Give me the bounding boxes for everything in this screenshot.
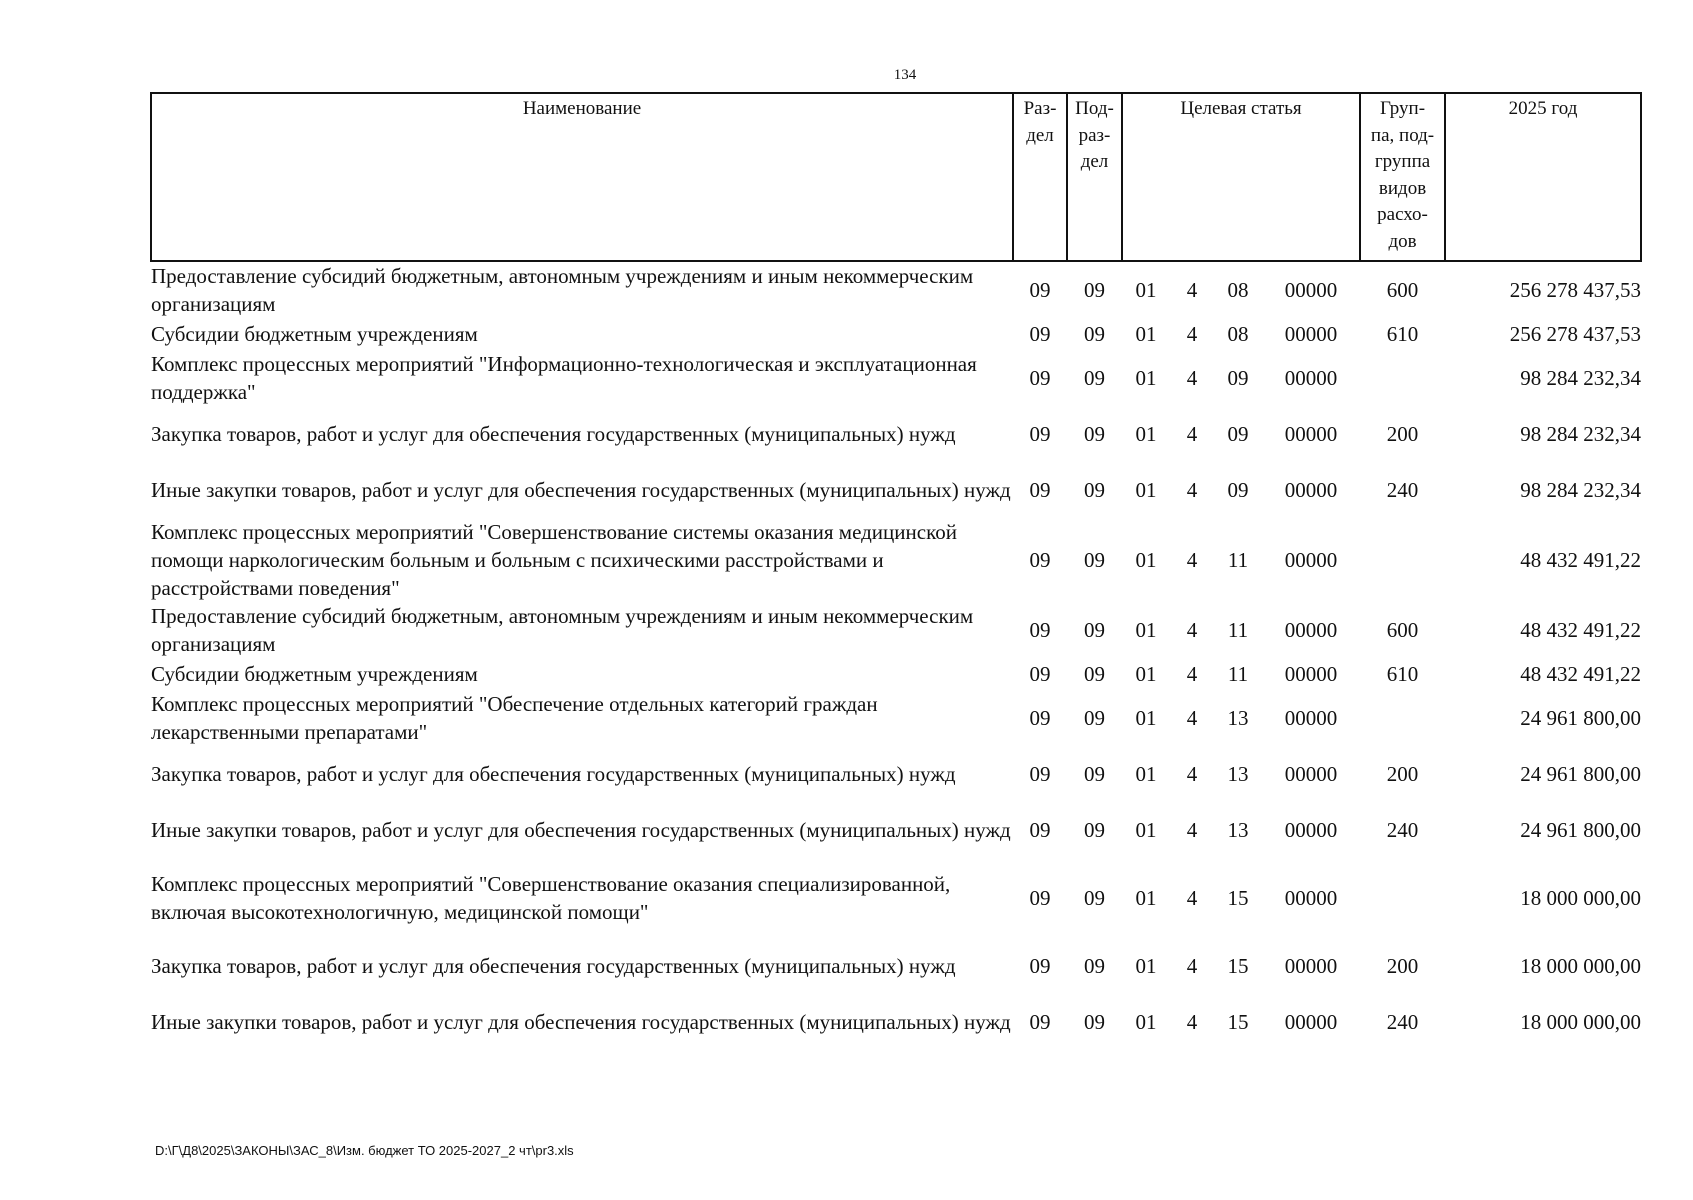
row-target-item: 15 <box>1227 886 1249 910</box>
row-amount: 24 961 800,00 <box>1520 762 1642 786</box>
row-razdel: 09 <box>1029 548 1051 572</box>
row-expense-group <box>1360 690 1445 746</box>
row-target-program: 01 <box>1135 954 1157 978</box>
row-target-program: 01 <box>1135 278 1157 302</box>
row-target-item: 13 <box>1227 818 1249 842</box>
row-expense-group <box>1360 518 1445 602</box>
row-target-direction: 00000 <box>1284 618 1338 642</box>
row-razdel: 09 <box>1029 886 1051 910</box>
row-target-type: 4 <box>1186 618 1198 642</box>
row-amount: 24 961 800,00 <box>1520 818 1642 842</box>
row-target-program: 01 <box>1135 1010 1157 1034</box>
row-target-direction: 00000 <box>1284 278 1338 302</box>
row-razdel: 09 <box>1029 322 1051 346</box>
row-razdel: 09 <box>1029 818 1051 842</box>
row-podrazdel: 09 <box>1084 1010 1105 1034</box>
row-target-type: 4 <box>1186 548 1198 572</box>
row-target-program: 01 <box>1135 478 1157 502</box>
table-row <box>151 938 1641 994</box>
header-razdel: Раз- дел <box>1013 93 1067 261</box>
row-razdel: 09 <box>1029 478 1051 502</box>
row-target-program: 01 <box>1135 886 1157 910</box>
row-target-type: 4 <box>1186 322 1198 346</box>
table-row <box>151 518 1641 602</box>
row-podrazdel: 09 <box>1084 478 1105 502</box>
row-target-type: 4 <box>1186 422 1198 446</box>
table-row <box>151 350 1641 406</box>
row-expense-group: 240 <box>1386 1010 1419 1034</box>
row-podrazdel: 09 <box>1084 366 1105 390</box>
row-podrazdel: 09 <box>1084 818 1105 842</box>
table-row <box>151 462 1641 518</box>
row-razdel: 09 <box>1029 706 1051 730</box>
row-target-type: 4 <box>1186 818 1198 842</box>
row-name: Иные закупки товаров, работ и услуг для обеспечения государственных (муниципальных) нужд <box>151 818 1011 842</box>
row-expense-group: 610 <box>1386 322 1419 346</box>
row-podrazdel: 09 <box>1084 886 1105 910</box>
row-razdel: 09 <box>1029 662 1051 686</box>
header-name: Наименование <box>151 93 1013 261</box>
row-amount: 18 000 000,00 <box>1520 886 1642 910</box>
row-podrazdel: 09 <box>1084 706 1105 730</box>
row-amount: 48 432 491,22 <box>1520 662 1642 686</box>
row-target-item: 09 <box>1227 478 1249 502</box>
page-number: 134 <box>893 67 917 83</box>
row-target-direction: 00000 <box>1284 954 1338 978</box>
row-target-direction: 00000 <box>1284 366 1338 390</box>
row-razdel: 09 <box>1029 366 1051 390</box>
row-podrazdel: 09 <box>1084 548 1105 572</box>
row-target-item: 11 <box>1227 548 1249 572</box>
row-name: Субсидии бюджетным учреждениям <box>151 662 478 686</box>
header-podrazdel: Под- раз- дел <box>1067 93 1122 261</box>
row-podrazdel: 09 <box>1084 662 1105 686</box>
row-razdel: 09 <box>1029 618 1051 642</box>
table-body <box>151 261 1641 1050</box>
row-target-type: 4 <box>1186 1010 1198 1034</box>
row-name: Предоставление субсидий бюджетным, автономным учреждениям и иным некоммерческим организациям <box>151 264 974 316</box>
row-target-program: 01 <box>1135 366 1157 390</box>
row-expense-group <box>1360 858 1445 938</box>
row-name: Комплекс процессных мероприятий "Информационно-технологическая и эксплуатационная поддержка" <box>151 352 977 404</box>
table-row <box>151 658 1641 690</box>
row-target-direction: 00000 <box>1284 548 1338 572</box>
row-target-item: 09 <box>1227 366 1249 390</box>
row-target-type: 4 <box>1186 706 1198 730</box>
row-expense-group: 600 <box>1386 618 1419 642</box>
row-razdel: 09 <box>1029 422 1051 446</box>
table-row <box>151 261 1641 318</box>
row-podrazdel: 09 <box>1084 278 1105 302</box>
row-target-program: 01 <box>1135 706 1157 730</box>
row-target-program: 01 <box>1135 548 1157 572</box>
row-target-type: 4 <box>1186 478 1198 502</box>
row-target-program: 01 <box>1135 422 1157 446</box>
row-razdel: 09 <box>1029 1010 1051 1034</box>
budget-table <box>150 92 1642 1050</box>
row-target-item: 13 <box>1227 762 1249 786</box>
row-expense-group: 200 <box>1386 762 1419 786</box>
row-razdel: 09 <box>1029 762 1051 786</box>
row-target-program: 01 <box>1135 322 1157 346</box>
row-podrazdel: 09 <box>1084 762 1105 786</box>
row-expense-group: 600 <box>1386 278 1419 302</box>
row-podrazdel: 09 <box>1084 422 1105 446</box>
row-expense-group: 240 <box>1386 478 1419 502</box>
row-target-program: 01 <box>1135 662 1157 686</box>
row-expense-group <box>1360 350 1445 406</box>
header-target-article: Целевая статья <box>1122 93 1360 261</box>
row-name: Комплекс процессных мероприятий "Совершенствование оказания специализированной, включая высокотехнологичную, медицинской помощи" <box>151 872 951 924</box>
table-row <box>151 406 1641 462</box>
row-name: Закупка товаров, работ и услуг для обеспечения государственных (муниципальных) нужд <box>151 422 956 446</box>
row-target-item: 08 <box>1227 322 1249 346</box>
row-target-direction: 00000 <box>1284 662 1338 686</box>
row-amount: 48 432 491,22 <box>1520 618 1642 642</box>
row-target-type: 4 <box>1186 278 1198 302</box>
row-name: Предоставление субсидий бюджетным, автономным учреждениям и иным некоммерческим организациям <box>151 604 974 656</box>
footer-file-path: D:\Г\Д8\2025\ЗАКОНЫ\ЗАС_8\Изм. бюджет ТО 2025-2027_2 чт\pr3.xls <box>155 1143 574 1158</box>
row-podrazdel: 09 <box>1084 322 1105 346</box>
row-target-direction: 00000 <box>1284 762 1338 786</box>
row-name: Комплекс процессных мероприятий "Совершенствование системы оказания медицинской помощи наркологическим больным и больным с психическими расстройствами и расстройствами поведения" <box>151 520 957 600</box>
row-target-item: 15 <box>1227 954 1249 978</box>
row-target-direction: 00000 <box>1284 322 1338 346</box>
row-target-direction: 00000 <box>1284 818 1338 842</box>
row-name: Комплекс процессных мероприятий "Обеспечение отдельных категорий граждан лекарственными препаратами" <box>151 692 878 744</box>
row-amount: 256 278 437,53 <box>1509 278 1642 302</box>
row-target-program: 01 <box>1135 818 1157 842</box>
table-header-row <box>151 93 1641 261</box>
row-name: Субсидии бюджетным учреждениям <box>151 322 478 346</box>
row-target-direction: 00000 <box>1284 478 1338 502</box>
row-name: Иные закупки товаров, работ и услуг для обеспечения государственных (муниципальных) нужд <box>151 1010 1011 1034</box>
row-expense-group: 240 <box>1386 818 1419 842</box>
header-expense-group: Груп- па, под- группа видов расхо- дов <box>1360 93 1445 261</box>
table-row <box>151 602 1641 658</box>
table-row <box>151 858 1641 938</box>
row-target-direction: 00000 <box>1284 706 1338 730</box>
row-razdel: 09 <box>1029 954 1051 978</box>
header-year: 2025 год <box>1445 93 1641 261</box>
row-target-item: 09 <box>1227 422 1249 446</box>
row-target-type: 4 <box>1186 886 1198 910</box>
row-target-item: 13 <box>1227 706 1249 730</box>
row-amount: 98 284 232,34 <box>1520 422 1642 446</box>
row-target-direction: 00000 <box>1284 1010 1338 1034</box>
row-amount: 98 284 232,34 <box>1520 478 1642 502</box>
row-target-item: 11 <box>1227 662 1249 686</box>
row-target-type: 4 <box>1186 662 1198 686</box>
row-amount: 18 000 000,00 <box>1520 954 1642 978</box>
row-target-direction: 00000 <box>1284 886 1338 910</box>
table-row <box>151 318 1641 350</box>
row-name: Закупка товаров, работ и услуг для обеспечения государственных (муниципальных) нужд <box>151 762 956 786</box>
row-razdel: 09 <box>1029 278 1051 302</box>
row-target-direction: 00000 <box>1284 422 1338 446</box>
row-target-program: 01 <box>1135 618 1157 642</box>
row-target-item: 15 <box>1227 1010 1249 1034</box>
table-row <box>151 690 1641 746</box>
row-target-type: 4 <box>1186 954 1198 978</box>
row-target-item: 11 <box>1227 618 1249 642</box>
table-row <box>151 994 1641 1050</box>
row-name: Иные закупки товаров, работ и услуг для обеспечения государственных (муниципальных) нужд <box>151 478 1011 502</box>
row-target-item: 08 <box>1227 278 1249 302</box>
row-podrazdel: 09 <box>1084 954 1105 978</box>
table-row <box>151 802 1641 858</box>
row-expense-group: 610 <box>1386 662 1419 686</box>
row-target-type: 4 <box>1186 366 1198 390</box>
row-name: Закупка товаров, работ и услуг для обеспечения государственных (муниципальных) нужд <box>151 954 956 978</box>
row-target-program: 01 <box>1135 762 1157 786</box>
row-amount: 256 278 437,53 <box>1509 322 1642 346</box>
row-amount: 24 961 800,00 <box>1520 706 1642 730</box>
row-amount: 98 284 232,34 <box>1520 366 1642 390</box>
row-expense-group: 200 <box>1386 422 1419 446</box>
table-row <box>151 746 1641 802</box>
row-amount: 18 000 000,00 <box>1520 1010 1642 1034</box>
row-expense-group: 200 <box>1386 954 1419 978</box>
row-target-type: 4 <box>1186 762 1198 786</box>
row-podrazdel: 09 <box>1084 618 1105 642</box>
row-amount: 48 432 491,22 <box>1520 548 1642 572</box>
